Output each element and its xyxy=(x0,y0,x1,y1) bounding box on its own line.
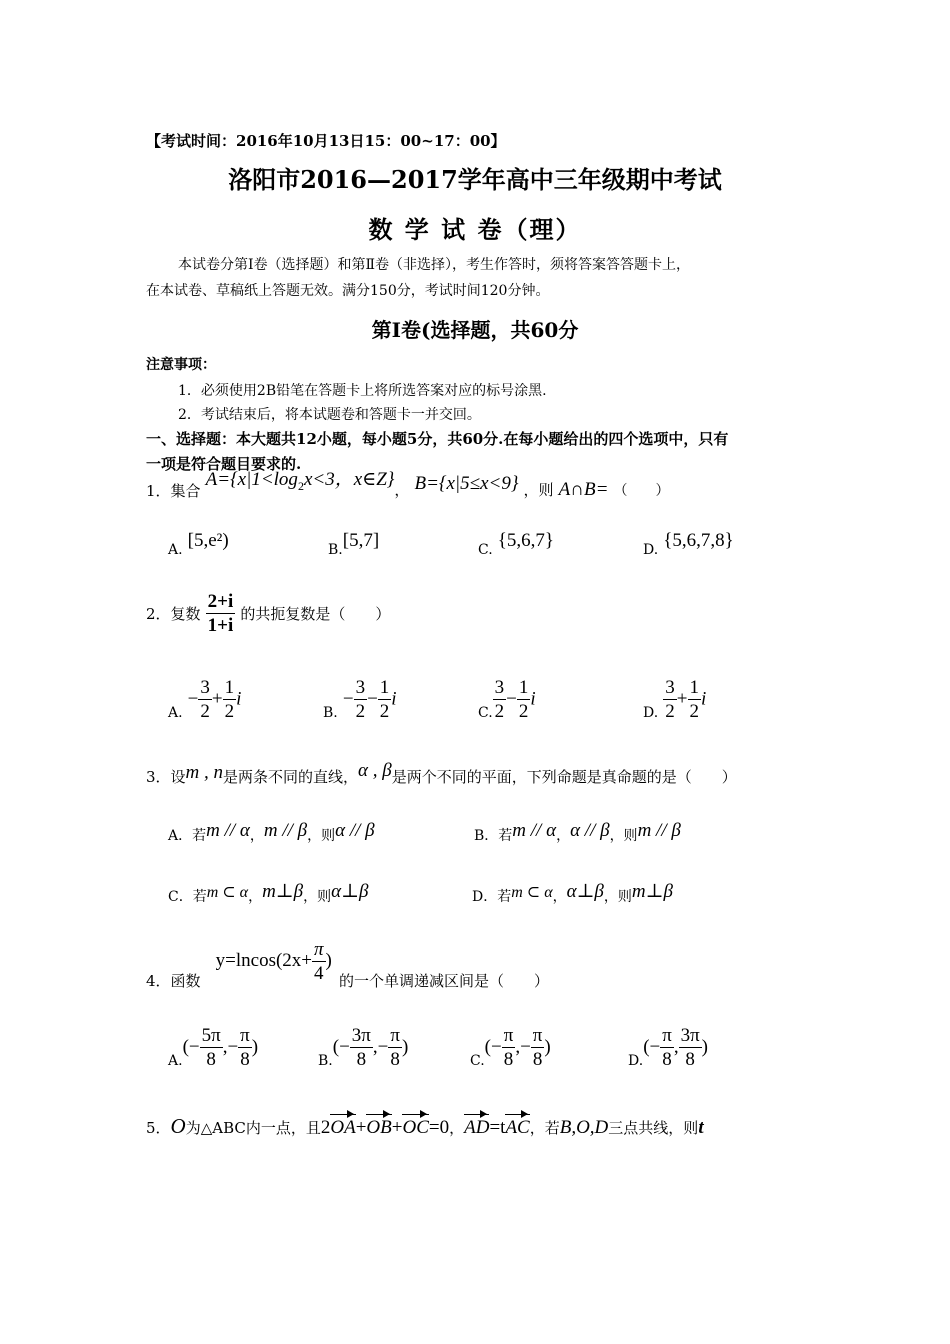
q1-set-a: $A=\{x|1<\log_2x<3$，x∈Z} xyxy=(205,469,395,493)
q4-function: y=lncos(2x+ $\frac{\pi}{4}$ ) xyxy=(215,939,332,984)
q4-option-b: B.(− $\frac{3\pi}{8}$ ,− $\frac{\pi}{8}$ ) xyxy=(318,1025,409,1070)
exam-title: 洛阳市2016—2017学年高中三年级期中考试 xyxy=(228,165,722,194)
q1-blank: （ ） xyxy=(613,483,670,499)
q1-option-d: D. {5,6,7,8} xyxy=(643,530,734,558)
q2-fraction: $\frac{2+i}{1+i}$ xyxy=(207,591,234,636)
q4-tail: 的一个单调递减区间是（ ） xyxy=(338,972,549,990)
q3-lines: m , n xyxy=(185,762,224,783)
q5-ad-equation: AD=tAC xyxy=(464,1117,530,1138)
q5-comma: ， xyxy=(449,1119,465,1137)
q1-comma: ， xyxy=(394,481,410,499)
q3-option-a: A．若m // α，m // β，则α // β xyxy=(168,820,375,844)
q3-text-2: 是两个不同的平面，下列命题是真命题的是（ ） xyxy=(391,768,737,786)
q1-then: ，则 xyxy=(523,481,554,499)
q1-set-b: B={x|5≤x<9} xyxy=(414,473,519,494)
q3-text-1: 是两条不同的直线， xyxy=(223,768,359,786)
q5-point-o: O xyxy=(170,1114,186,1138)
q2-tail: 的共扼复数是（ ） xyxy=(240,605,391,623)
q3-option-b: B．若m // α，α // β，则m // β xyxy=(474,820,681,844)
exam-subtitle: 数 学 试 卷（理） xyxy=(368,215,582,244)
q5-number: 5． xyxy=(146,1119,171,1137)
intro-line-2: 在本试卷、草稿纸上答题无效。满分150分，考试时间120分钟。 xyxy=(146,283,550,299)
question-3 xyxy=(146,760,737,788)
q4-option-c: C.(− $\frac{\pi}{8}$ ,− $\frac{\pi}{8}$ ) xyxy=(470,1025,551,1070)
q5-text-2: ，若 xyxy=(529,1119,560,1137)
q1-option-c: C. {5,6,7} xyxy=(478,530,555,558)
q2-option-b: B. − $\frac{3}{2}$ − $\frac{1}{2}$ i xyxy=(323,677,397,722)
question-2 xyxy=(146,592,390,635)
q1-number: 1．集合 xyxy=(146,482,201,500)
question-1 xyxy=(146,469,670,504)
question-5 xyxy=(146,1114,704,1139)
q5-text-3: 三点共线，则 xyxy=(608,1119,699,1137)
q3-option-d: D．若m ⊂ α，α⊥β，则m⊥β xyxy=(472,881,673,905)
notes-title: 注意事项： xyxy=(146,357,216,373)
exam-time: 【考试时间：2016年10月13日15：00~17：00】 xyxy=(146,132,506,150)
q1-option-a: A. [5,e²) xyxy=(168,530,229,558)
q2-option-a: A. − $\frac{3}{2}$ + $\frac{1}{2}$ i xyxy=(168,677,242,722)
q2-option-c: C. $\frac{3}{2}$ − $\frac{1}{2}$ i xyxy=(478,677,536,722)
q5-text-1: 为△ABC内一点，且 xyxy=(185,1119,321,1137)
part1-title: 第Ⅰ卷(选择题，共60分 xyxy=(371,318,579,342)
q3-number: 3．设 xyxy=(146,768,186,786)
note-1: 1．必须使用2B铅笔在答题卡上将所选答案对应的标号涂黑. xyxy=(178,383,547,399)
q2-option-d: D. $\frac{3}{2}$ + $\frac{1}{2}$ i xyxy=(643,677,707,722)
note-2: 2．考试结束后，将本试题卷和答题卡一并交回。 xyxy=(178,407,481,423)
intro-line-1: 本试卷分第Ⅰ卷（选择题）和第Ⅱ卷（非选择），考生作答时，须将答案答答题卡上， xyxy=(178,257,691,273)
section-heading-1: 一、选择题：本大题共12小题，每小题5分，共60分.在每小题给出的四个选项中，只有 xyxy=(146,430,729,448)
q1-expression: A∩B= xyxy=(558,479,609,500)
section-heading-2: 一项是符合题目要求的. xyxy=(146,455,302,473)
q3-option-c: C．若m ⊂ α，m⊥β，则α⊥β xyxy=(168,881,369,905)
q4-option-d: D.(− $\frac{\pi}{8}$ , $\frac{3\pi}{8}$ ) xyxy=(628,1025,708,1070)
q5-vector-equation: 2OA+OB+OC=0 xyxy=(320,1117,450,1138)
q4-option-a: A.(− $\frac{5\pi}{8}$ ,− $\frac{\pi}{8}$ ) xyxy=(168,1025,259,1070)
q1-option-b: B.[5,7] xyxy=(328,530,380,558)
q3-planes: α , β xyxy=(358,760,392,781)
q5-variable-t: t xyxy=(698,1117,704,1138)
q4-number: 4．函数 xyxy=(146,972,201,990)
q2-number: 2．复数 xyxy=(146,605,201,623)
q5-points: B,O,D xyxy=(559,1117,609,1138)
question-4 xyxy=(146,939,549,990)
